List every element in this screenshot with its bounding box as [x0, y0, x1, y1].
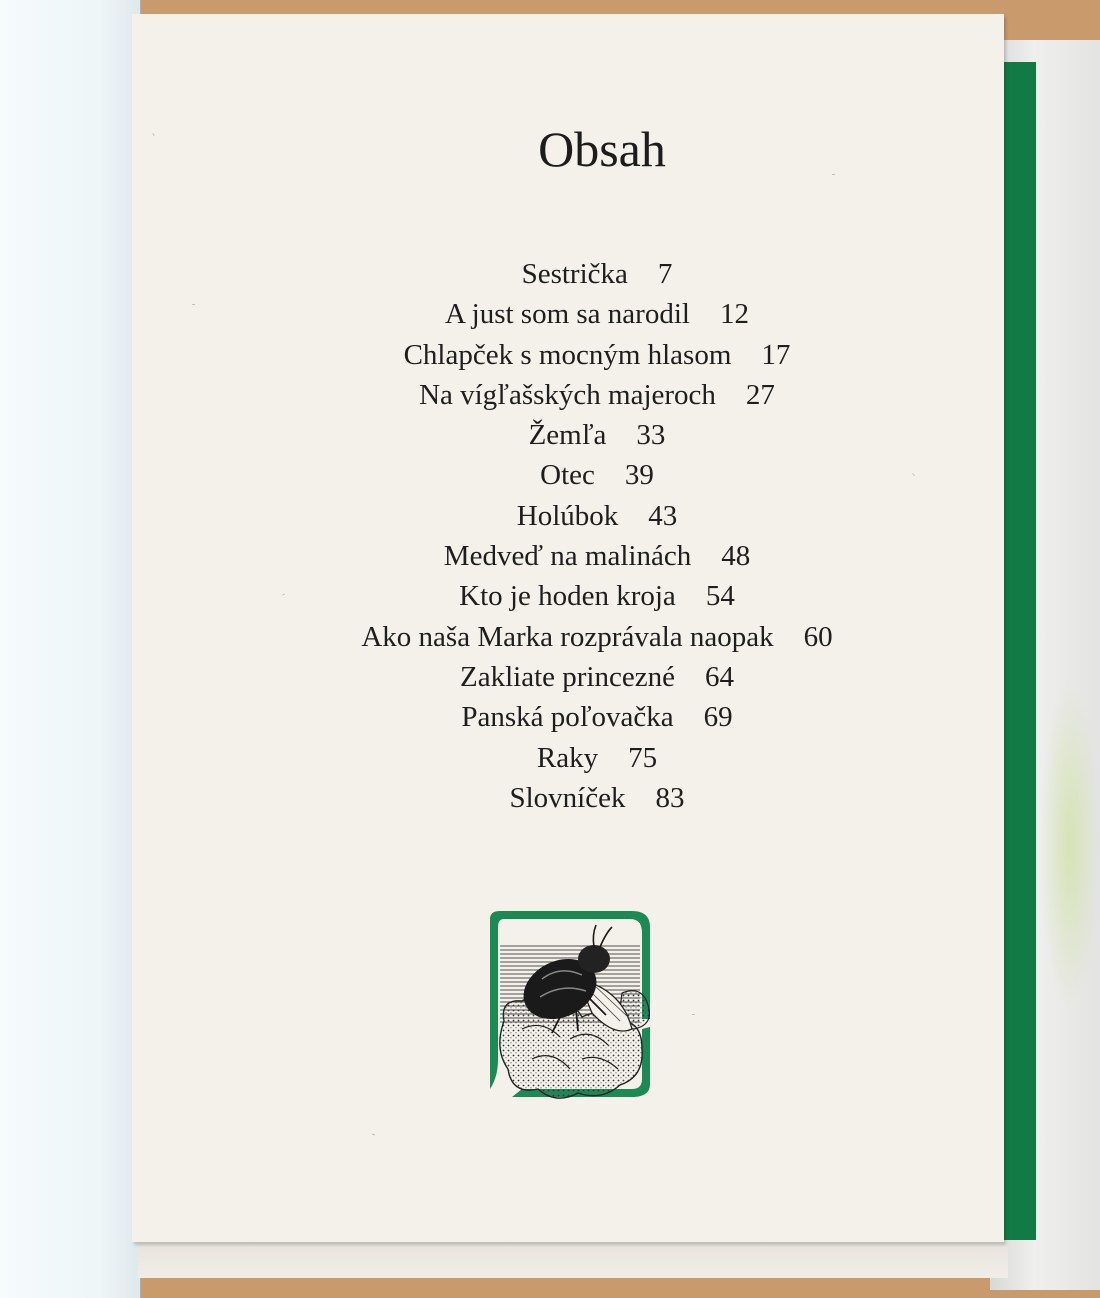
- toc-entry[interactable]: [132, 455, 1062, 495]
- entry-title: A just som sa narodil: [445, 298, 690, 331]
- entry-page: 7: [657, 258, 673, 290]
- bumblebee-illustration: [482, 909, 657, 1109]
- toc-entry[interactable]: [132, 415, 1062, 455]
- toc-entry[interactable]: [132, 738, 1062, 778]
- entry-title: Chlapček s mocným hlasom: [403, 338, 732, 371]
- entry-page: 69: [703, 701, 733, 734]
- toc-title: Obsah: [538, 121, 666, 177]
- entry-title: Medveď na malinách: [443, 540, 692, 573]
- toc-entry[interactable]: [132, 617, 1062, 657]
- page-edge: [138, 1240, 1008, 1278]
- entry-title: Zakliate princezné: [460, 660, 675, 693]
- entry-page: 27: [745, 378, 775, 411]
- toc-entry[interactable]: [132, 576, 1062, 616]
- toc-entry[interactable]: [132, 496, 1062, 536]
- toc-entry[interactable]: [132, 294, 1062, 334]
- entry-page: 54: [705, 580, 735, 613]
- entry-page: 60: [803, 620, 833, 653]
- entry-page: 33: [636, 419, 666, 452]
- entry-title: Žemľa: [528, 419, 607, 452]
- facing-page: [0, 0, 141, 1298]
- entry-page: 39: [624, 459, 654, 492]
- toc-entry[interactable]: [132, 254, 1062, 294]
- entry-page: 64: [704, 660, 734, 693]
- entry-page: 75: [628, 741, 658, 774]
- entry-page: 17: [761, 338, 791, 371]
- table-of-contents: [132, 254, 1062, 818]
- toc-entry[interactable]: [132, 778, 1062, 818]
- toc-entry[interactable]: [132, 375, 1062, 415]
- toc-entry[interactable]: [132, 335, 1062, 375]
- toc-entry[interactable]: [132, 536, 1062, 576]
- entry-page: 83: [655, 781, 685, 814]
- entry-title: Ako naša Marka rozprávala naopak: [361, 620, 774, 653]
- entry-page: 48: [721, 540, 751, 573]
- toc-entry[interactable]: [132, 697, 1062, 737]
- entry-page: 12: [719, 298, 749, 331]
- entry-title: Holúbok: [516, 499, 619, 532]
- entry-title: Panská poľovačka: [461, 701, 674, 734]
- bumblebee-icon: [482, 909, 657, 1109]
- entry-title: Kto je hoden kroja: [459, 580, 676, 613]
- entry-title: Sestrička: [521, 258, 628, 290]
- entry-page: 43: [648, 499, 678, 532]
- entry-title: Otec: [540, 459, 595, 492]
- entry-title: Slovníček: [509, 781, 626, 814]
- entry-title: Na vígľašských majeroch: [419, 378, 716, 411]
- entry-title: Raky: [536, 741, 599, 774]
- book-page: [132, 14, 1004, 1242]
- toc-entry[interactable]: [132, 657, 1062, 697]
